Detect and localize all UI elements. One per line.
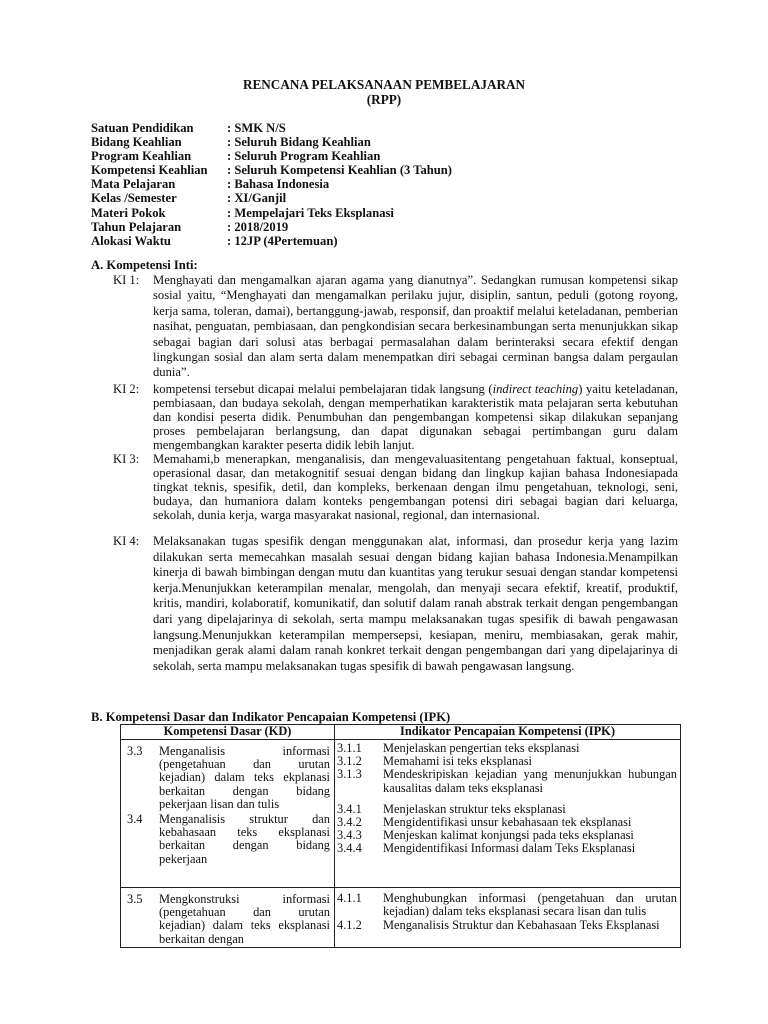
ipk-number: 3.1.1 — [337, 741, 362, 755]
section-a-heading: A. Kompetensi Inti: — [91, 258, 198, 272]
identity-value: : 12JP (4Pertemuan) — [227, 233, 338, 248]
identity-label: Satuan Pendidikan — [91, 121, 194, 135]
ki-text: Memahami,b menerapkan, menganalisis, dan mengevaluasitentang pengetahuan faktual, konseptual, operasional dasar, dan metakognitif sesuai dengan bidang dan lingkup kajian bahasa Indonesiapada tingkat teknis, spesifik, detil, dan kompleks, berkenaan dengan ilmu pengetahuan, teknologi, seni, budaya, dan humaniora dalam konteks pengembangan potensi diri sebagai bagian dari keluarga, sekolah, dunia kerja, warga masyarakat nasional, regional, dan internasional. — [153, 452, 678, 522]
identity-value: : Bahasa Indonesia — [227, 177, 330, 192]
identity-row — [91, 206, 452, 220]
identity-row — [91, 177, 452, 191]
identity-value: : Seluruh Program Keahlian — [227, 149, 381, 164]
kd-item — [121, 813, 334, 866]
section-b-heading: B. Kompetensi Dasar dan Indikator Pencapaian Kompetensi (IPK) — [91, 710, 451, 724]
identity-label: Bidang Keahlian — [91, 135, 182, 150]
ipk-item — [335, 892, 680, 918]
ki-text: Melaksanakan tugas spesifik dengan menggunakan alat, informasi, dan prosedur kerja yang lazim dilakukan serta memecahkan masalah sesuai dengan bidang kajian bahasa Indonesia.Menampilkan kinerja di bawah bimbingan dengan mutu dan kuantitas yang terukur sesuai dengan standar kompetensi kerja.Menunjukkan keterampilan menalar, mengolah, dan menyaji secara efektif, kreatif, produktif, kritis, mandiri, kolaboratif, komunikatif, dan solutif dalam ranah abstrak terkait dengan pengembangan dari yang dipelajarinya di sekolah, serta mampu melaksanakan tugas spesifik di bawah pengawasan langsung.Menunjukkan keterampilan mempersepsi, kesiapan, meniru, membiasakan, gerak mahir, menjadikan gerak alami dalam ranah konkret terkait dengan pengembangan dari yang dipelajarinya di sekolah, serta mampu melaksanakan tugas spesifik di bawah pengawasan langsung. — [153, 534, 678, 673]
identity-value: : XI/Ganjil — [227, 191, 287, 206]
identity-label: Program Keahlian — [91, 149, 192, 164]
ki-code: KI 4: — [113, 534, 140, 548]
kd-item — [121, 745, 334, 811]
kd-text: Mengkonstruksi informasi (pengetahuan dan urutan kejadian) dalam teks eksplanasi berkaitan dengan — [159, 892, 330, 946]
ipk-item — [335, 842, 680, 855]
kd-number: 3.3 — [127, 744, 143, 758]
ipk-number: 4.1.1 — [337, 891, 362, 905]
ipk-number: 3.4.2 — [337, 815, 362, 830]
ipk-number: 3.4.4 — [337, 841, 362, 856]
identity-row — [91, 121, 452, 135]
ipk-cell — [335, 888, 681, 948]
kd-cell — [121, 888, 335, 948]
ipk-text: Menghubungkan informasi (pengetahuan dan urutan kejadian) dalam teks eksplanasi secara lisan dan tulis — [383, 891, 677, 919]
table-row — [121, 740, 681, 888]
identity-row — [91, 163, 452, 177]
ki-code: KI 1: — [113, 273, 140, 287]
identity-label: Kelas /Semester — [91, 191, 177, 206]
identity-row — [91, 149, 452, 163]
identity-value: : Mempelajari Teks Eksplanasi — [227, 205, 394, 220]
identity-value: : Seluruh Kompetensi Keahlian (3 Tahun) — [227, 163, 452, 178]
ipk-number: 3.1.3 — [337, 767, 362, 782]
ki-code: KI 2: — [113, 382, 140, 396]
identity-label: Tahun Pelajaran — [91, 219, 182, 234]
ipk-cell — [335, 740, 681, 888]
identity-block — [91, 121, 452, 248]
identity-row — [91, 234, 452, 248]
kd-number: 3.4 — [127, 812, 143, 827]
ipk-text: Mengidentifikasi unsur kebahasaan tek eksplanasi — [383, 815, 632, 830]
ki-item — [113, 534, 678, 674]
ki-item — [113, 382, 678, 452]
ipk-column-header: Indikator Pencapaian Kompetensi (IPK) — [335, 725, 681, 740]
ipk-text: Menjelaskan struktur teks eksplanasi — [383, 801, 566, 816]
document-title: RENCANA PELAKSANAAN PEMBELAJARAN — [242, 77, 526, 92]
ki-code: KI 3: — [113, 452, 140, 466]
ipk-number: 3.1.2 — [337, 754, 362, 769]
identity-value: : SMK N/S — [227, 121, 286, 135]
identity-label: Materi Pokok — [91, 205, 166, 220]
kd-ipk-table — [120, 724, 681, 948]
ipk-text: Mendeskripiskan kejadian yang menunjukkan hubungan kausalitas dalam teks eksplanasi — [383, 767, 677, 795]
ipk-item — [335, 768, 680, 794]
ipk-text: Menganalisis Struktur dan Kebahasaan Teks Eksplanasi — [383, 918, 660, 933]
table-row — [121, 888, 681, 948]
kd-text: Menganalisis informasi (pengetahuan dan urutan kejadian) dalam teks ekplanasi berkaitan dengan bidang pekerjaan lisan dan tulis — [159, 744, 330, 811]
ipk-number: 4.1.2 — [337, 918, 362, 933]
ki-text: Menghayati dan mengamalkan ajaran agama yang dianutnya”. Sedangkan rumusan kompetensi sikap sosial yaitu, “Menghayati dan mengamalkan perilaku jujur, disiplin, santun, peduli (gotong royong, kerja sama, toleran, damai), bertanggung-jawab, responsif, dan proaktif melalui keteladanan, pemberian nasihat, penguatan, pembiasaan, dan pengkondisian secara berkesinambungan serta menunjukkan sikap sebagai bagian dari solusi atas berbagai permasalahan dalam berinteraksi secara efektif dengan lingkungan sosial dan alam serta dalam menempatkan diri sebagai cerminan bangsa dalam pergaulan dunia”. — [153, 273, 678, 380]
kd-cell — [121, 740, 335, 888]
ipk-text: Menjelaskan pengertian teks eksplanasi — [383, 741, 580, 755]
ki-item — [113, 452, 678, 522]
identity-value: : Seluruh Bidang Keahlian — [227, 135, 371, 150]
ipk-text: Memahami isi teks eksplanasi — [383, 754, 533, 769]
table-header-row — [121, 725, 681, 740]
kd-column-header: Kompetensi Dasar (KD) — [121, 725, 335, 740]
ipk-item — [335, 919, 680, 932]
ipk-text: Mengidentifikasi Informasi dalam Teks Eksplanasi — [383, 841, 636, 856]
ipk-number: 3.4.3 — [337, 828, 362, 843]
kd-number: 3.5 — [127, 892, 143, 906]
ki-text-part: ) yaitu keteladanan, pembiasaan, dan budaya sekolah, dengan memperhatikan karakteristik mata pelajaran serta kebutuhan dan kondisi peserta didik. Penumbuhan dan pengembangan kompetensi sikap dilakukan sepanjang proses pembelajaran berlangsung, dan dapat digunakan sebagai pertimbangan guru dalam mengembangkan karakter peserta didik lebih lanjut. — [153, 382, 678, 452]
kd-text: Menganalisis struktur dan kebahasaan teks eksplanasi berkaitan dengan bidang pekerjaan — [159, 812, 330, 866]
ki-item — [113, 273, 678, 381]
identity-row — [91, 220, 452, 234]
ki-text — [153, 382, 678, 452]
identity-label: Alokasi Waktu — [91, 233, 171, 248]
identity-row — [91, 191, 452, 205]
ki-text-part: kompetensi tersebut dicapai melalui pembelajaran tidak langsung ( — [153, 382, 493, 396]
ki-text-italic: indirect teaching — [492, 382, 579, 396]
identity-row — [91, 135, 452, 149]
identity-label: Mata Pelajaran — [91, 177, 176, 192]
document-subtitle: (RPP) — [366, 92, 402, 107]
identity-label: Kompetensi Keahlian — [91, 163, 208, 178]
ipk-text: Menjeskan kalimat konjungsi pada teks eksplanasi — [383, 828, 634, 843]
ipk-number: 3.4.1 — [337, 801, 362, 816]
identity-value: : 2018/2019 — [227, 219, 289, 234]
kd-item — [121, 893, 334, 946]
